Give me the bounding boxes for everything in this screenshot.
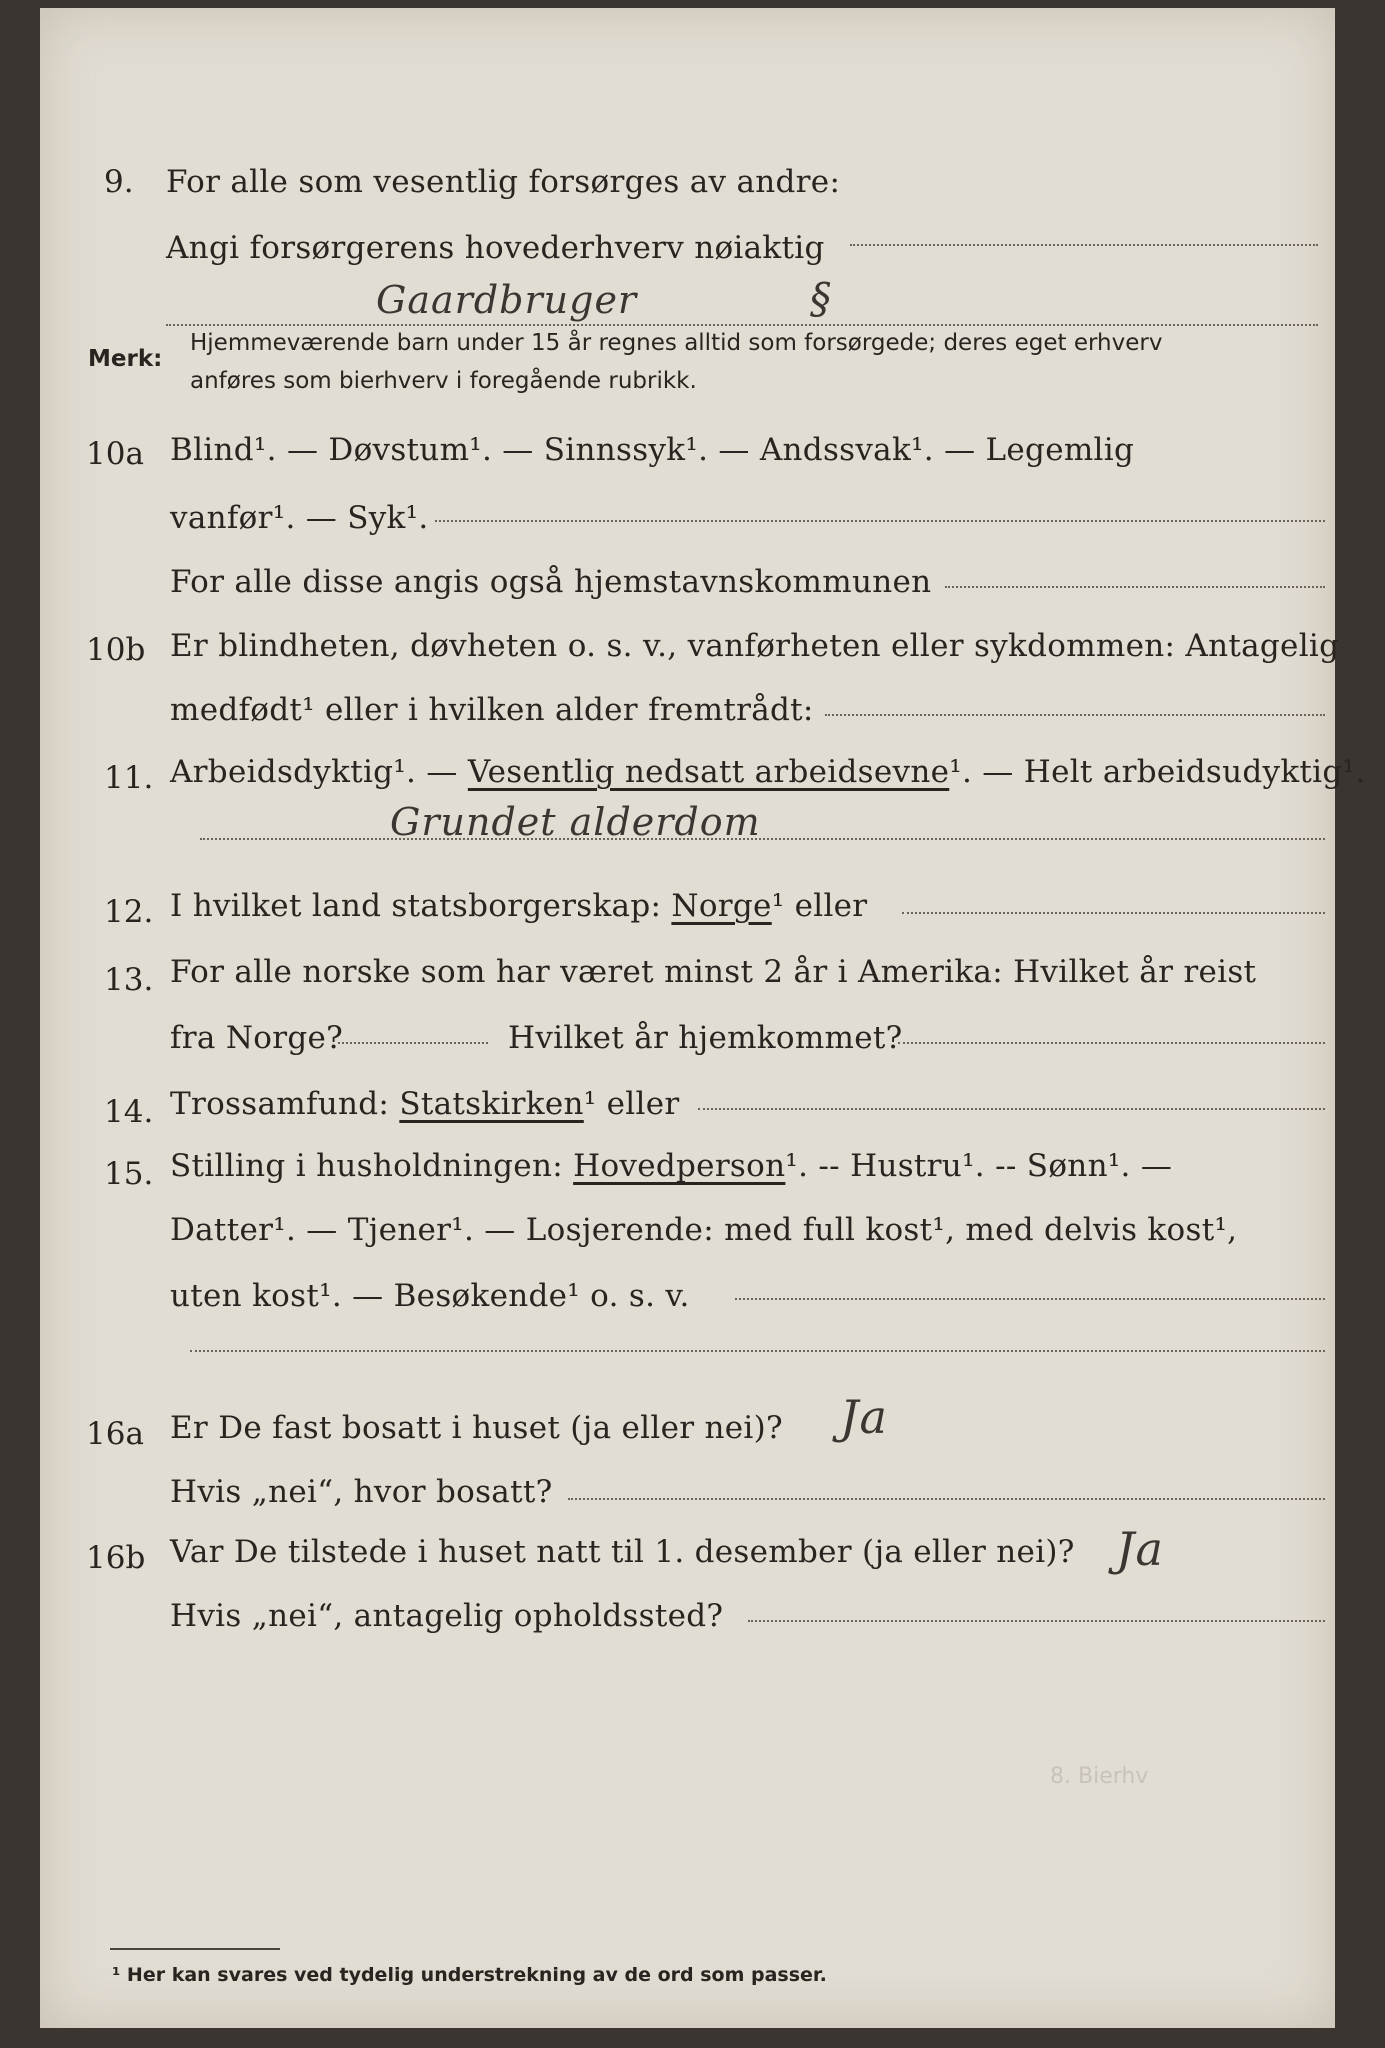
item-13-number: 13. — [104, 962, 154, 998]
item-13-fill-line-2 — [898, 1042, 1325, 1044]
item-15-line1: Stilling i husholdningen: Hovedperson¹. -- Hustru¹. -- Sønn¹. — — [170, 1148, 1173, 1184]
item-10b-line1: Er blindheten, døvheten o. s. v., vanførheten eller sykdommen: Antagelig — [170, 628, 1340, 664]
item-16a-fill-line — [568, 1498, 1325, 1500]
item-16b-line1: Var De tilstede i huset natt til 1. desember (ja eller nei)? — [170, 1534, 1075, 1570]
item-15-line2: Datter¹. — Tjener¹. — Losjerende: med full kost¹, med delvis kost¹, — [170, 1212, 1238, 1248]
item-10a-number: 10a — [86, 436, 144, 472]
item-10b-number: 10b — [86, 632, 146, 668]
item-14-underlined-choice: Statskirken — [399, 1086, 584, 1122]
item-13-fill-line-1 — [338, 1042, 488, 1044]
item-11-underlined-choice: Vesentlig nedsatt arbeidsevne — [467, 754, 950, 790]
item-16b-fill-line — [748, 1620, 1325, 1622]
item-13-line1: For alle norske som har været minst 2 år i Amerika: Hvilket år reist — [170, 954, 1257, 990]
census-form-page — [40, 8, 1366, 2028]
item-14-number: 14. — [104, 1094, 154, 1130]
item-16a-line2: Hvis „nei“, hvor bosatt? — [170, 1474, 553, 1510]
item-12-fill-line — [902, 912, 1325, 914]
item-16b-handwritten-answer: Ja — [1116, 1522, 1164, 1576]
item-9-fill-line-2 — [166, 324, 1318, 326]
item-9-line1: For alle som vesentlig forsørges av andre: — [166, 164, 841, 200]
item-15-line3: uten kost¹. — Besøkende¹ o. s. v. — [170, 1278, 690, 1314]
footnote-rule — [110, 1948, 280, 1950]
item-14-line: Trossamfund: Statskirken¹ eller — [170, 1086, 680, 1122]
item-14-fill-line — [698, 1108, 1325, 1110]
item-11-fill-line — [200, 838, 1325, 840]
item-12-line: I hvilket land statsborgerskap: Norge¹ eller — [170, 888, 868, 924]
item-11-handwritten-answer: Grundet alderdom — [390, 800, 761, 844]
item-15-underlined-choice: Hovedperson — [573, 1148, 786, 1184]
merk-label: Merk: — [88, 346, 163, 372]
item-10a-fill-line-2 — [945, 586, 1325, 588]
footnote: ¹ Her kan svares ved tydelig understrekning av de ord som passer. — [112, 1964, 827, 1986]
item-9-handwritten-answer: Gaardbruger — [376, 278, 638, 322]
item-10a-line1: Blind¹. — Døvstum¹. — Sinnssyk¹. — Andssvak¹. — Legemlig — [170, 432, 1135, 468]
item-10b-line2: medfødt¹ eller i hvilken alder fremtrådt: — [170, 692, 814, 728]
item-9-number: 9. — [104, 164, 134, 200]
item-10a-line3: For alle disse angis også hjemstavnskommunen — [170, 564, 932, 600]
item-16a-line1: Er De fast bosatt i huset (ja eller nei)? — [170, 1410, 783, 1446]
item-9-line2: Angi forsørgerens hovederhverv nøiaktig — [166, 230, 825, 266]
merk-line2: anføres som bierhverv i foregående rubrikk. — [190, 368, 697, 394]
item-15-fill-line-1 — [735, 1298, 1325, 1300]
item-16a-handwritten-answer: Ja — [840, 1390, 888, 1444]
item-13-line2a: fra Norge? — [170, 1020, 344, 1056]
item-16a-number: 16a — [86, 1416, 144, 1452]
item-10a-fill-line-1 — [435, 520, 1325, 522]
item-16b-number: 16b — [86, 1540, 146, 1576]
item-15-fill-line-2 — [190, 1350, 1325, 1352]
item-9-ditto-mark: § — [810, 274, 832, 323]
merk-line1: Hjemmeværende barn under 15 år regnes alltid som forsørgede; deres eget erhverv — [190, 330, 1163, 356]
item-15-number: 15. — [104, 1156, 154, 1192]
item-9-fill-line-1 — [850, 244, 1318, 246]
item-10b-fill-line — [825, 714, 1325, 716]
bleed-through-mark: 8. Bierhv — [1050, 1764, 1149, 1789]
item-11-number: 11. — [104, 760, 154, 796]
item-12-underlined-choice: Norge — [671, 888, 772, 924]
item-10a-line2: vanfør¹. — Syk¹. — [170, 500, 429, 536]
item-11-line: Arbeidsdyktig¹. — Vesentlig nedsatt arbeidsevne¹. — Helt arbeidsudyktig¹. — [170, 754, 1366, 790]
item-12-number: 12. — [104, 894, 154, 930]
item-13-line2b: Hvilket år hjemkommet? — [508, 1020, 903, 1056]
item-16b-line2: Hvis „nei“, antagelig opholdssted? — [170, 1598, 724, 1634]
